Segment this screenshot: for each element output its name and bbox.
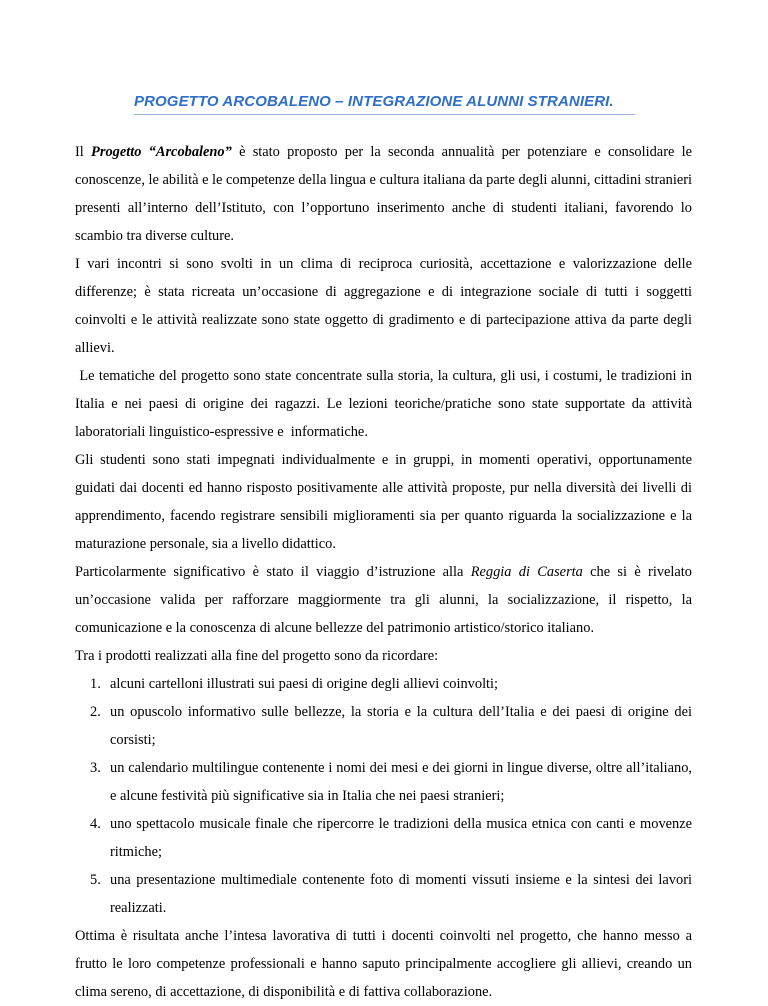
list-item — [75, 866, 692, 922]
paragraph-themes: Le tematiche del progetto sono state concentrate sulla storia, la cultura, gli usi, i costumi, le tradizioni in Italia e nei paesi di origine dei ragazzi. Le lezioni teoriche/pratiche sono state supportate da attività laboratoriali linguistico-espressive e informatiche. — [75, 368, 696, 440]
list-item-number: 1. — [90, 676, 101, 692]
list-item-number: 3. — [90, 760, 101, 776]
paragraph-trip-text: che si è rivelato un’occasione valida per rafforzare maggiormente tra gli alunni, la socializzazione, il rispetto, la comunicazione e la conoscenza di alcune bellezze del patrimonio artistico/storico italiano. — [75, 564, 692, 636]
list-item-number: 2. — [90, 704, 101, 720]
list-item-text: alcuni cartelloni illustrati sui paesi di origine degli allievi coinvolti; — [110, 676, 499, 692]
list-item — [75, 754, 692, 810]
paragraph-meetings: I vari incontri si sono svolti in un clima di reciproca curiosità, accettazione e valorizzazione delle differenze; è stata ricreata un’occasione di aggregazione e di integrazione sociale di tutti i soggetti coinvolti e le attività realizzate sono state oggetto di gradimento e di partecipazione attiva da parte degli allievi. — [75, 256, 692, 356]
project-name: Progetto “Arcobaleno” — [91, 144, 232, 160]
trip-destination: Reggia di Caserta — [470, 564, 583, 580]
list-item-text: un opuscolo informativo sulle bellezze, la storia e la cultura dell’Italia e dei paesi di origine dei corsisti; — [110, 704, 692, 748]
list-item — [75, 810, 692, 866]
list-item-text: uno spettacolo musicale finale che ripercorre le tradizioni della musica etnica con canti e movenze ritmiche; — [110, 816, 692, 860]
list-item — [75, 698, 692, 754]
list-item — [75, 670, 692, 698]
paragraph-trip — [75, 558, 692, 642]
paragraph-intro-prefix: Il — [75, 144, 92, 160]
list-item-number: 4. — [90, 816, 101, 832]
list-item-number: 5. — [90, 872, 101, 888]
title-underline — [134, 114, 635, 115]
paragraph-students: Gli studenti sono stati impegnati individualmente e in gruppi, in momenti operativi, opportunamente guidati dai docenti ed hanno risposto positivamente alle attività proposte, pur nella diversità dei livelli di apprendimento, facendo registrare sensibili miglioramenti sia per quanto riguarda la socializzazione e la maturazione personale, sia a livello didattico. — [75, 452, 692, 552]
document-title: PROGETTO ARCOBALENO – INTEGRAZIONE ALUNNI STRANIERI. — [134, 93, 614, 110]
document-body — [75, 138, 696, 1006]
products-list — [75, 670, 692, 922]
paragraph-products-intro: Tra i prodotti realizzati alla fine del progetto sono da ricordare: — [75, 648, 439, 664]
paragraph-intro — [75, 138, 692, 250]
list-item-text: un calendario multilingue contenente i nomi dei mesi e dei giorni in lingue diverse, oltre all’italiano, e alcune festività più significative sia in Italia che nei paesi stranieri; — [110, 760, 692, 804]
list-item-text: una presentazione multimediale contenente foto di momenti vissuti insieme e la sintesi dei lavori realizzati. — [110, 872, 692, 916]
paragraph-conclusion: Ottima è risultata anche l’intesa lavorativa di tutti i docenti coinvolti nel progetto, che hanno messo a frutto le loro competenze professionali e hanno saputo principalmente accogliere gli allievi, creando un clima sereno, di accettazione, di disponibilità e di fattiva collaborazione. — [75, 928, 692, 1000]
paragraph-trip-prefix: Particolarmente significativo è stato il viaggio d’istruzione alla — [75, 564, 471, 580]
paragraph-intro-text: è stato proposto per la seconda annualità per potenziare e consolidare le conoscenze, le abilità e le competenze della lingua e cultura italiana da parte degli alunni, cittadini stranieri presenti all’interno dell’Istituto, con l’opportuno inserimento anche di studenti italiani, favorendo lo scambio tra diverse culture. — [75, 144, 693, 244]
